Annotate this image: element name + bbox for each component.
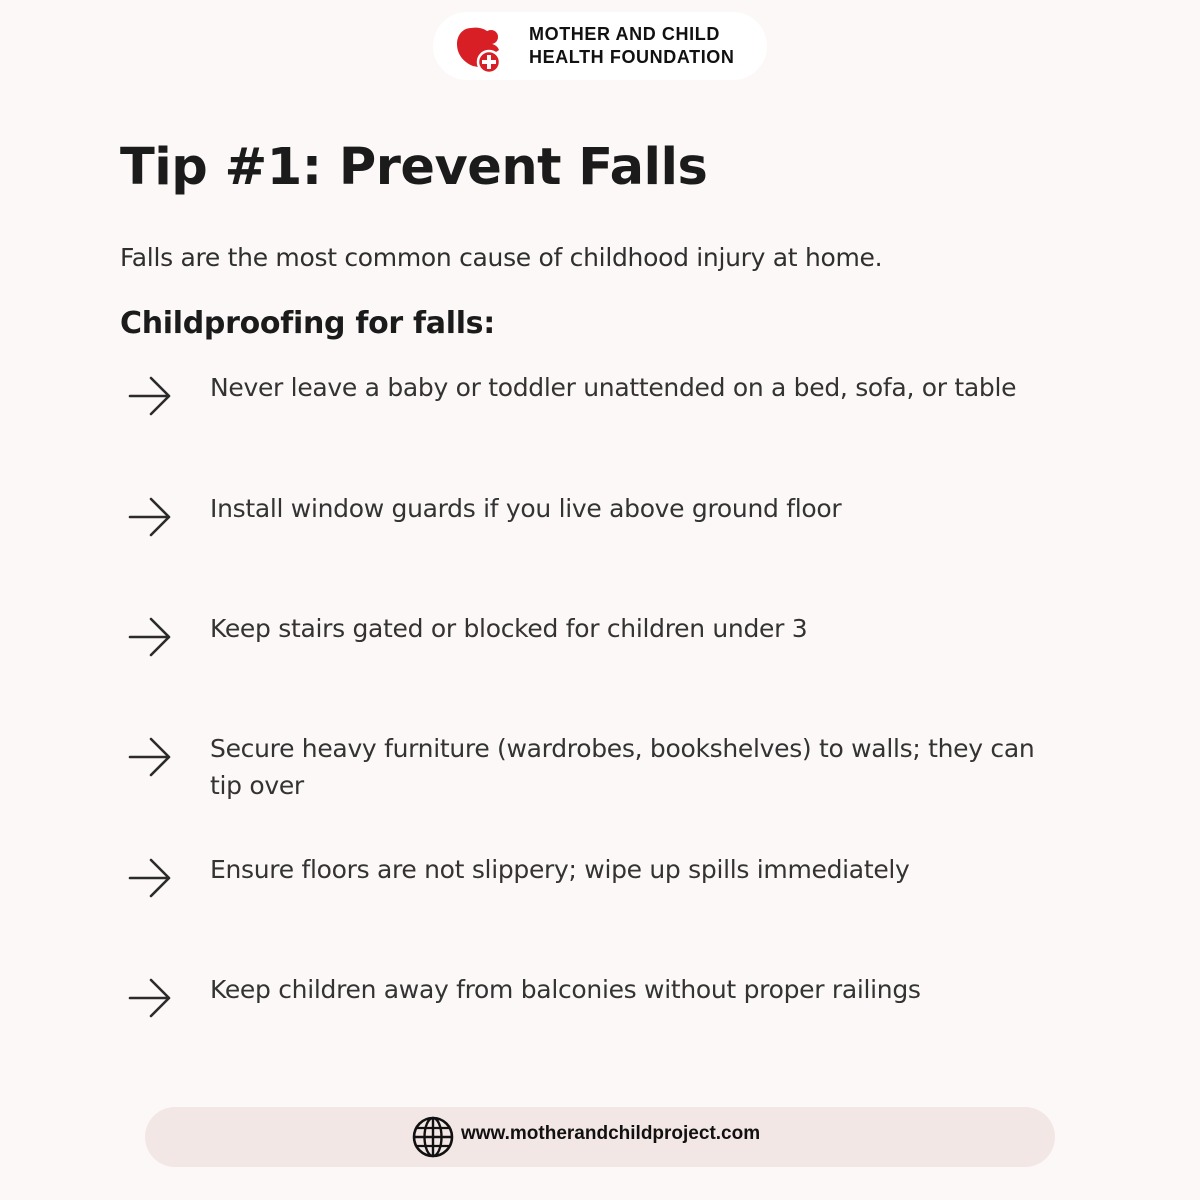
page-title: Tip #1: Prevent Falls: [120, 138, 708, 197]
list-item: [128, 373, 1088, 453]
brand-name-line1: MOTHER AND CHILD: [529, 24, 720, 44]
arrow-right-icon: [128, 373, 174, 419]
arrow-right-icon: [128, 614, 174, 660]
list-item-text: Ensure floors are not slippery; wipe up spills immediately: [210, 855, 910, 884]
arrow-right-icon: [128, 975, 174, 1021]
list-item-text: Install window guards if you live above ground floor: [210, 494, 842, 523]
brand-name-line2: HEALTH FOUNDATION: [529, 47, 735, 67]
brand-badge: [433, 12, 767, 80]
list-item-text: Keep stairs gated or blocked for children under 3: [210, 614, 808, 643]
website-footer: [145, 1107, 1055, 1167]
intro-text: Falls are the most common cause of childhood injury at home.: [120, 243, 883, 272]
list-item: [128, 734, 1088, 814]
arrow-right-icon: [128, 734, 174, 780]
arrow-right-icon: [128, 855, 174, 901]
globe-icon: [411, 1115, 455, 1159]
brand-name: [529, 23, 735, 69]
section-heading: Childproofing for falls:: [120, 306, 495, 341]
list-item: [128, 855, 1088, 935]
list-item: [128, 614, 1088, 694]
website-link[interactable]: www.motherandchildproject.com: [461, 1123, 761, 1144]
mother-child-cross-icon: [453, 24, 505, 74]
arrow-right-icon: [128, 494, 174, 540]
list-item: [128, 975, 1088, 1055]
list-item: [128, 494, 1088, 574]
list-item-text: Never leave a baby or toddler unattended on a bed, sofa, or table: [210, 373, 1017, 402]
list-item-text: Keep children away from balconies without proper railings: [210, 975, 921, 1004]
list-item-text: Secure heavy furniture (wardrobes, bookshelves) to walls; they can tip over: [210, 734, 1035, 800]
